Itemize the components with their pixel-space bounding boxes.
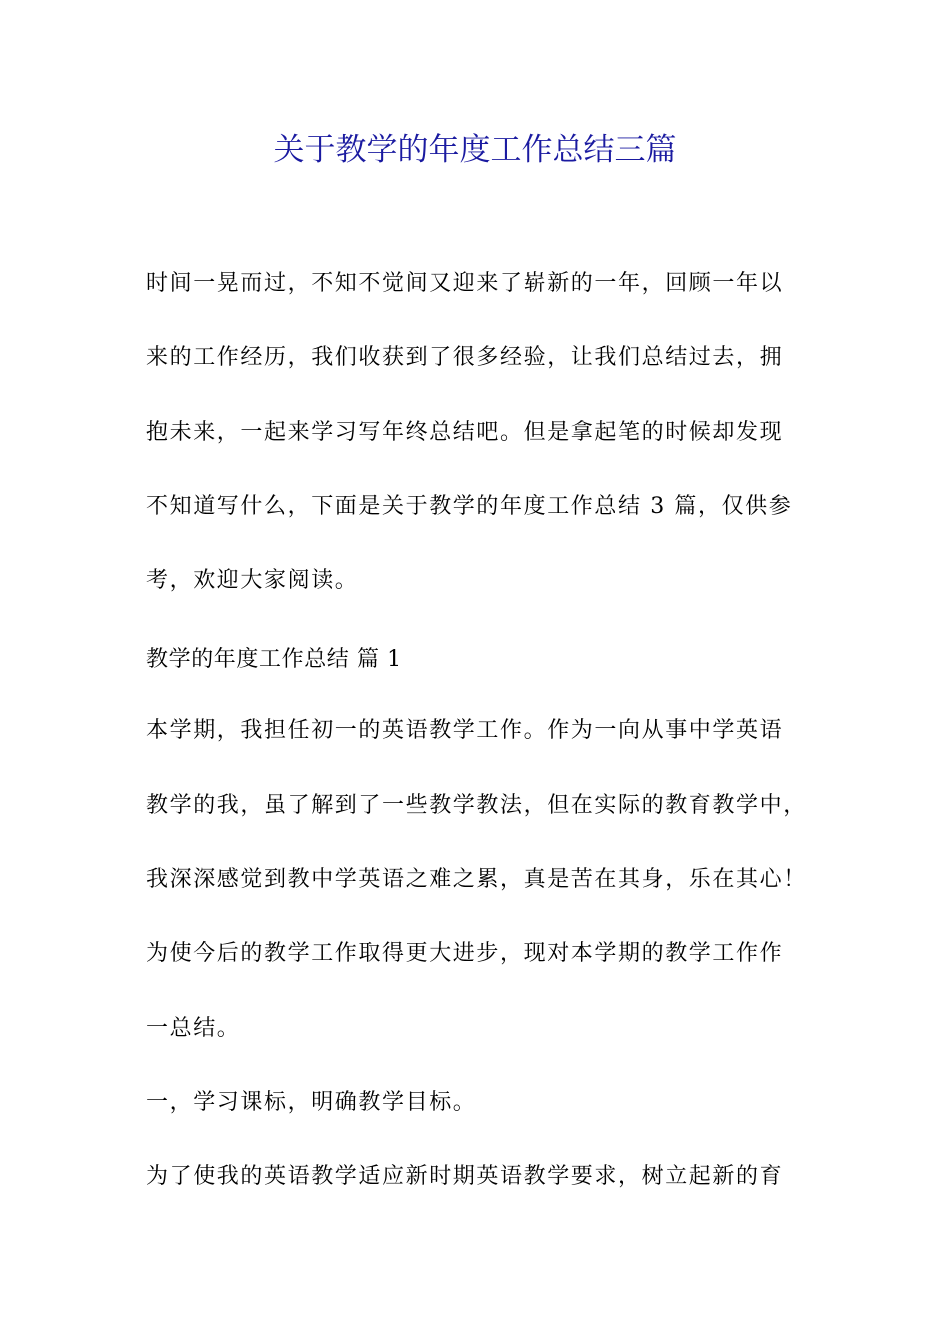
body-line: 本学期，我担任初一的英语教学工作。作为一向从事中学英语: [146, 718, 784, 743]
body-line: 教学的我，虽了解到了一些教学教法，但在实际的教育教学中，: [146, 793, 807, 818]
section-heading: 教学的年度工作总结 篇 1: [146, 647, 402, 672]
body-line: 考，欢迎大家阅读。: [146, 568, 359, 593]
body-line: 为了使我的英语教学适应新时期英语教学要求，树立起新的育: [146, 1164, 784, 1189]
body-line: 来的工作经历，我们收获到了很多经验，让我们总结过去，拥: [146, 345, 784, 370]
subsection-heading: 一，学习课标，明确教学目标。: [146, 1090, 477, 1115]
body-line: 不知道写什么，下面是关于教学的年度工作总结 3 篇，仅供参: [146, 494, 793, 519]
body-line: 为使今后的教学工作取得更大进步，现对本学期的教学工作作: [146, 941, 784, 966]
body-line: 一总结。: [146, 1016, 241, 1041]
document-title: 关于教学的年度工作总结三篇: [273, 132, 677, 168]
body-line: 我深深感觉到教中学英语之难之累，真是苦在其身，乐在其心！: [146, 867, 807, 892]
body-line: 抱未来，一起来学习写年终总结吧。但是拿起笔的时候却发现: [146, 420, 784, 445]
body-line: 时间一晃而过，不知不觉间又迎来了崭新的一年，回顾一年以: [146, 271, 784, 296]
